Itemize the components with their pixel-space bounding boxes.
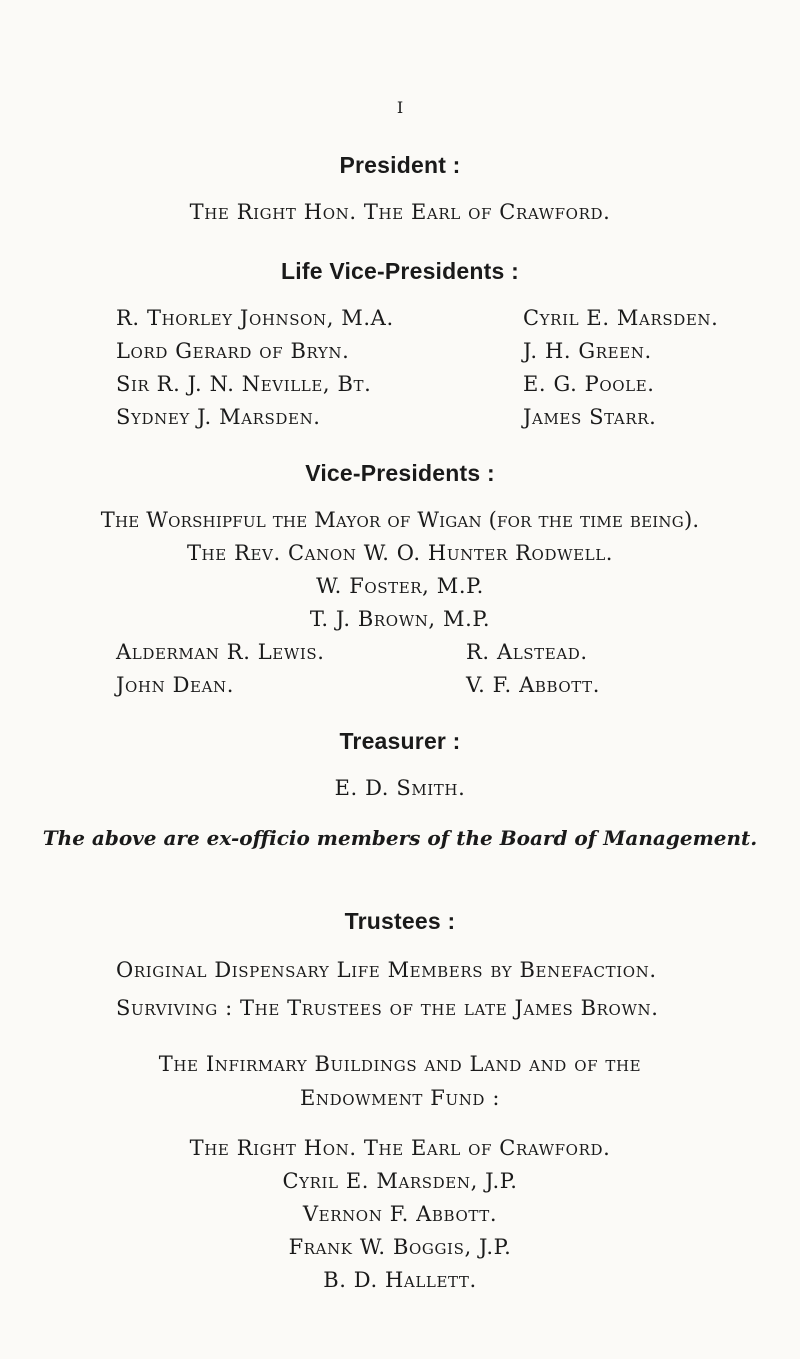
vp-line-3: W. Foster, M.P.: [316, 574, 484, 598]
treasurer-heading: Treasurer :: [339, 728, 461, 754]
trustees-line-3: The Infirmary Buildings and Land and of the: [158, 1052, 642, 1076]
life-vp-left-2: Lord Gerard of Bryn.: [116, 339, 350, 363]
vp-left-1: Alderman R. Lewis.: [116, 640, 325, 664]
trustees-line-2: Surviving : The Trustees of the late James Brown.: [116, 996, 659, 1020]
vp-left-2: John Dean.: [116, 673, 235, 697]
life-vice-presidents-heading: Life Vice-Presidents :: [281, 258, 519, 284]
life-vp-right-4: James Starr.: [523, 405, 657, 429]
vp-right-2: V. F. Abbott.: [466, 673, 601, 697]
life-vp-right-1: Cyril E. Marsden.: [523, 306, 719, 330]
trustee-name-1: The Right Hon. The Earl of Crawford.: [189, 1136, 611, 1160]
life-vp-left-1: R. Thorley Johnson, M.A.: [116, 306, 394, 330]
ex-officio-note: The above are ex-officio members of the Board of Management.: [42, 826, 758, 850]
trustee-name-3: Vernon F. Abbott.: [302, 1202, 498, 1226]
trustee-name-5: B. D. Hallett.: [323, 1268, 477, 1292]
trustees-line-1: Original Dispensary Life Members by Benefaction.: [116, 958, 657, 982]
treasurer-name: E. D. Smith.: [334, 776, 466, 800]
trustees-line-4: Endowment Fund :: [299, 1086, 501, 1110]
trustee-name-4: Frank W. Boggis, J.P.: [288, 1235, 512, 1259]
trustee-name-2: Cyril E. Marsden, J.P.: [282, 1169, 518, 1193]
vp-line-2: The Rev. Canon W. O. Hunter Rodwell.: [186, 541, 614, 565]
president-name: The Right Hon. The Earl of Crawford.: [189, 200, 611, 224]
vp-line-4: T. J. Brown, M.P.: [309, 607, 491, 631]
life-vp-right-2: J. H. Green.: [523, 339, 652, 363]
vp-line-1: The Worshipful the Mayor of Wigan (for the time being).: [100, 508, 700, 532]
life-vp-left-4: Sydney J. Marsden.: [116, 405, 321, 429]
trustees-heading: Trustees :: [344, 908, 456, 934]
page-number: I: [396, 98, 404, 117]
vp-right-1: R. Alstead.: [466, 640, 588, 664]
life-vp-left-3: Sir R. J. N. Neville, Bt.: [116, 372, 372, 396]
life-vp-right-3: E. G. Poole.: [523, 372, 655, 396]
president-heading: President :: [339, 152, 461, 178]
vice-presidents-heading: Vice-Presidents :: [305, 460, 495, 486]
